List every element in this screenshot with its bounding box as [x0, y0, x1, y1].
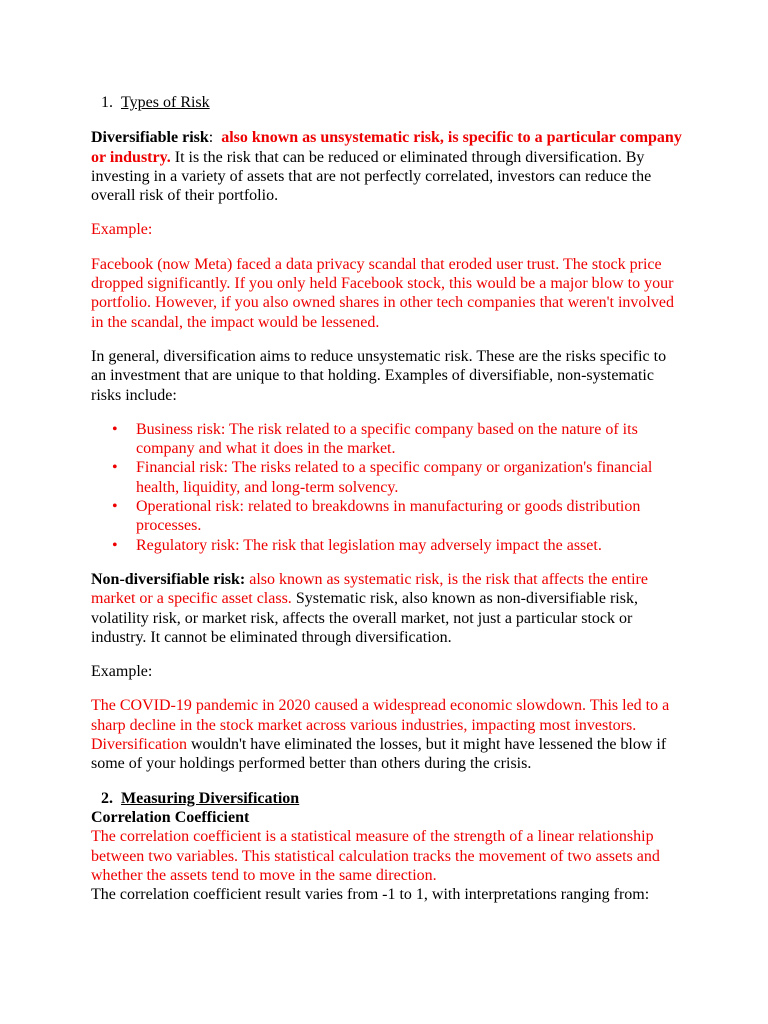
- spacer: [91, 240, 683, 255]
- section-title: Types of Risk: [121, 94, 210, 111]
- correlation-definition: The correlation coefficient is a statistical measure of the strength of a linear relationship between two variables. This statistical calculation tracks the movement of two assets and whether the assets tend to move in the same direction.: [91, 828, 660, 884]
- list-item: [91, 458, 683, 497]
- list-item: [91, 420, 683, 459]
- diversifiable-definition: also known as unsystematic risk, is specific to a particular company or industry.: [91, 129, 682, 166]
- section-heading-measuring-diversification: [91, 789, 683, 808]
- list-item-text: Operational risk: related to breakdowns in manufacturing or goods distribution processes.: [136, 498, 641, 535]
- non-diversifiable-example: [91, 696, 683, 773]
- section-title: Measuring Diversification: [121, 789, 300, 807]
- diversifiable-risk-list: [91, 420, 683, 555]
- correlation-text: The correlation coefficient result varies from -1 to 1, with interpretations ranging from:: [91, 886, 650, 904]
- list-item-text: Regulatory risk: The risk that legislation may adversely impact the asset.: [136, 536, 602, 554]
- section-number: 1.: [101, 94, 113, 111]
- spacer: [91, 774, 683, 789]
- diversifiable-example-label: Example:: [91, 221, 153, 239]
- diversifiable-example-text: Facebook (now Meta) faced a data privacy scandal that eroded user trust. The stock price dropped significantly. If you only held Facebook stock, this would be a major blow to your portfolio. However, if you also owned shares in other tech companies that weren't involved in the scandal, the impact would be lessened.: [91, 255, 674, 331]
- diversifiable-text: It is the risk that can be reduced or eliminated through diversification. By investing in a variety of assets that are not perfectly correlated, investors can reduce the overall risk of their portfolio.: [91, 148, 652, 205]
- non-diversifiable-definition: also known as systematic risk, is the risk that affects the entire market or a specific asset class.: [91, 570, 648, 608]
- non-diversifiable-text: Systematic risk, also known as non-diversifiable risk, volatility risk, or market risk, affects the overall market, not just a particular stock or industry. It cannot be eliminated through diversification.: [91, 590, 638, 646]
- spacer: [91, 647, 683, 662]
- diversification-general-text: In general, diversification aims to reduce unsystematic risk. These are the risks specific to an investment that are unique to that holding. Examples of diversifiable, non-systematic risks include:: [91, 347, 667, 404]
- diversifiable-term: Diversifiable risk: [91, 129, 209, 147]
- spacer: [91, 681, 683, 696]
- non-diversifiable-term: Non-diversifiable risk:: [91, 570, 246, 588]
- list-item: [91, 536, 683, 555]
- bullet-icon: •: [112, 498, 118, 516]
- subheading-correlation-coefficient: Correlation Coefficient: [91, 808, 250, 826]
- spacer: [91, 555, 683, 570]
- bullet-icon: •: [112, 536, 118, 554]
- bullet-icon: •: [112, 420, 118, 438]
- section-heading-types-of-risk: [91, 93, 683, 112]
- non-diversifiable-example-text: The COVID-19 pandemic in 2020 caused a widespread economic slowdown. This led to a sharp decline in the stock market across various industries, impacting most investors. Diversification: [91, 697, 670, 754]
- diversifiable-paragraph: [91, 128, 683, 205]
- spacer: [91, 112, 683, 128]
- non-diversifiable-example-label: Example:: [91, 663, 153, 681]
- spacer: [91, 332, 683, 347]
- non-diversifiable-paragraph: [91, 570, 683, 647]
- diversifiable-colon: :: [208, 129, 214, 147]
- list-item-text: Business risk: The risk related to a specific company based on the nature of its company and what it does in the market.: [136, 420, 638, 458]
- document-body: [91, 93, 683, 904]
- spacer: [91, 205, 683, 220]
- non-diversifiable-example-tail: wouldn't have eliminated the losses, but it might have lessened the blow if some of your holdings performed better than others during the crisis.: [91, 736, 667, 773]
- list-item-text: Financial risk: The risks related to a specific company or organization's financial health, liquidity, and long-term solvency.: [136, 459, 653, 496]
- spacer: [91, 405, 683, 420]
- list-item: [91, 497, 683, 536]
- bullet-icon: •: [112, 459, 118, 477]
- section-number: 2.: [101, 789, 113, 807]
